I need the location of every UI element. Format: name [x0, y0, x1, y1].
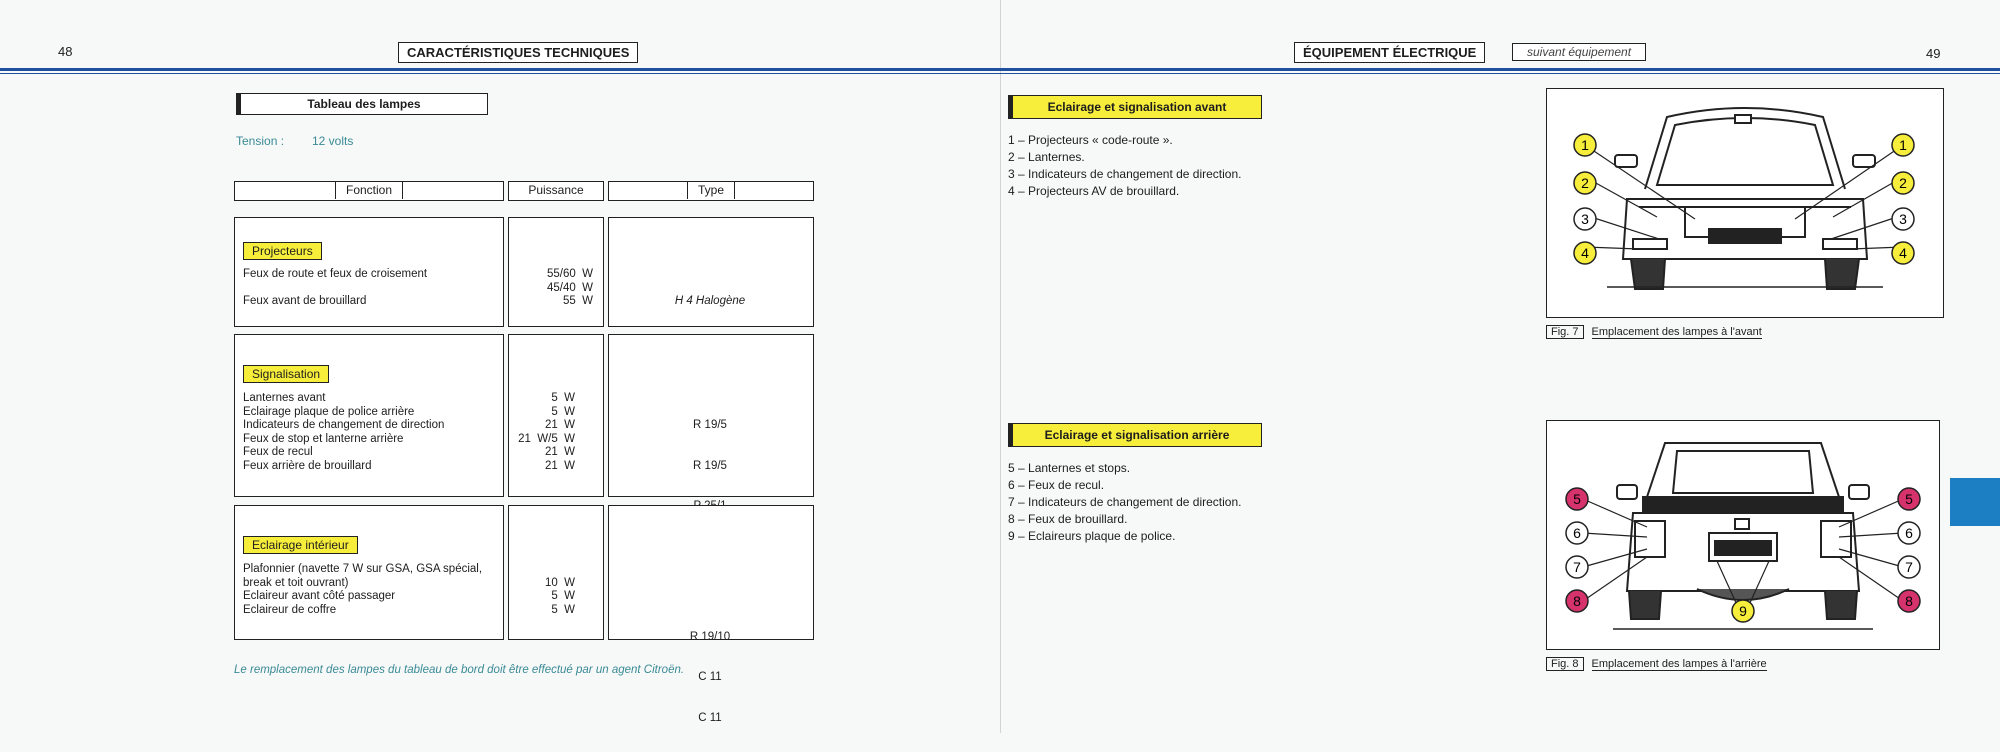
- type-entry: R 19/5: [693, 419, 727, 431]
- group-label-signalisation: Signalisation: [243, 365, 329, 383]
- type-entry: [609, 590, 811, 604]
- type-entry: R 19/10: [689, 630, 731, 643]
- callout-8-right: [1898, 590, 1920, 612]
- list-item: 7 – Indicateurs de changement de direction.: [1008, 495, 1242, 509]
- list-item: 3 – Indicateurs de changement de direction.: [1008, 167, 1242, 181]
- list-item: 8 – Feux de brouillard.: [1008, 512, 1128, 526]
- group-signalisation-fonction: [234, 334, 504, 497]
- callout-4-right: [1892, 242, 1914, 264]
- type-entry: R 19/5: [693, 459, 727, 472]
- svg-text:2: 2: [1581, 175, 1589, 191]
- callout-7-right: [1898, 556, 1920, 578]
- callout-3-left: [1574, 208, 1596, 230]
- list-item: 6 – Feux de recul.: [1008, 478, 1105, 492]
- figure-7-tag: Fig. 7: [1546, 325, 1584, 339]
- header-rule-thin: [0, 73, 2000, 74]
- group-projecteurs-puissance: [508, 217, 604, 327]
- callout-1-right: [1892, 134, 1914, 156]
- group-projecteurs-fonction: [234, 217, 504, 327]
- type-entry: H 4 Halogène: [674, 295, 746, 307]
- rear-lighting-title: Eclairage et signalisation arrière: [1008, 423, 1262, 447]
- section-title-lamps: Tableau des lampes: [236, 93, 488, 115]
- svg-text:3: 3: [1581, 211, 1589, 227]
- group-projecteurs-type: [608, 217, 814, 327]
- type-entry: C 11: [698, 671, 722, 683]
- svg-text:5: 5: [1573, 491, 1581, 507]
- callout-3-right: [1892, 208, 1914, 230]
- column-header-puissance: Puissance: [508, 181, 604, 201]
- front-lighting-list: [1008, 132, 1241, 200]
- list-item: 2 – Lanternes.: [1008, 150, 1085, 164]
- footnote: Le remplacement des lampes du tableau de bord doit être effectué par un agent Citroën.: [234, 664, 685, 676]
- callout-6-left: [1566, 522, 1588, 544]
- group-eclairage-puissance: [508, 505, 604, 640]
- svg-text:1: 1: [1899, 137, 1907, 153]
- group-label-projecteurs: Projecteurs: [243, 242, 322, 260]
- svg-text:7: 7: [1573, 559, 1581, 575]
- svg-text:7: 7: [1905, 559, 1913, 575]
- header-rule: [0, 68, 2000, 71]
- right-header-sub: suivant équipement: [1512, 43, 1646, 61]
- callout-5-right: [1898, 488, 1920, 510]
- svg-text:6: 6: [1573, 525, 1581, 541]
- callout-4-left: [1574, 242, 1596, 264]
- list-item: 1 – Projecteurs « code-route ».: [1008, 133, 1173, 147]
- callout-7-left: [1566, 556, 1588, 578]
- svg-text:2: 2: [1899, 175, 1907, 191]
- group-label-eclairage: Eclairage intérieur: [243, 536, 358, 554]
- rear-lighting-list: [1008, 460, 1241, 545]
- tension-label: Tension :: [236, 134, 285, 148]
- group-eclairage-lines: Plafonnier (navette 7 W sur GSA, GSA spécial, break et toit ouvrant) Eclaireur avant côté passager Eclaireur de coffre: [243, 563, 483, 616]
- svg-text:9: 9: [1739, 603, 1747, 619]
- group-signalisation-puissance: [508, 334, 604, 497]
- svg-text:3: 3: [1899, 211, 1907, 227]
- list-item: 9 – Eclaireurs plaque de police.: [1008, 529, 1176, 543]
- front-car-drawing: [1547, 89, 1943, 317]
- group-eclairage-power: 10 W 5 W 5 W: [544, 576, 575, 616]
- tension-value: 12 volts: [312, 134, 354, 148]
- callout-1-left: [1574, 134, 1596, 156]
- group-signalisation-lines: Lanternes avant Eclairage plaque de police arrière Indicateurs de changement de direction Feux de stop et lanterne arrière Feux de recul Feux arrière de brouillard: [243, 392, 445, 472]
- callout-8-left: [1566, 590, 1588, 612]
- rear-car-drawing: [1547, 421, 1939, 649]
- figure-front-lamps: [1546, 88, 1944, 318]
- figure-8-tag: Fig. 8: [1546, 657, 1584, 671]
- callout-5-left: [1566, 488, 1588, 510]
- column-header-fonction: Fonction: [234, 181, 504, 201]
- svg-text:8: 8: [1905, 593, 1913, 609]
- svg-text:8: 8: [1573, 593, 1581, 609]
- group-projecteurs-lines: Feux de route et feux de croisement Feux avant de brouillard: [243, 268, 428, 307]
- svg-text:4: 4: [1899, 245, 1907, 261]
- group-eclairage-fonction: [234, 505, 504, 640]
- svg-text:4: 4: [1581, 245, 1589, 261]
- figure-7-text: Emplacement des lampes à l'avant: [1591, 326, 1762, 338]
- type-entry: C 11: [698, 711, 722, 724]
- svg-text:6: 6: [1905, 525, 1913, 541]
- figure-8-caption: [1546, 658, 1767, 670]
- column-header-type: Type: [608, 181, 814, 201]
- figure-8-text: Emplacement des lampes à l'arrière: [1591, 658, 1767, 670]
- svg-text:5: 5: [1905, 491, 1913, 507]
- left-header: CARACTÉRISTIQUES TECHNIQUES: [398, 42, 638, 63]
- callout-2-left: [1574, 172, 1596, 194]
- callout-9: [1732, 600, 1754, 622]
- group-signalisation-type: [608, 334, 814, 497]
- callout-2-right: [1892, 172, 1914, 194]
- page-number-right: 49: [1926, 46, 1941, 61]
- section-tab-marker: [1950, 478, 2000, 526]
- front-lighting-title: Eclairage et signalisation avant: [1008, 95, 1262, 119]
- group-signalisation-power: 5 W 5 W 21 W 21 W/5 W 21 W 21 W: [518, 392, 575, 472]
- callout-6-right: [1898, 522, 1920, 544]
- page-number-left: 48: [58, 44, 73, 59]
- svg-text:1: 1: [1581, 137, 1589, 153]
- group-eclairage-types: [609, 563, 811, 752]
- group-projecteurs-power: 55/60 W 45/40 W 55 W: [546, 268, 593, 307]
- page-gutter: [1000, 0, 1001, 733]
- right-header: ÉQUIPEMENT ÉLECTRIQUE: [1294, 42, 1485, 63]
- list-item: 5 – Lanternes et stops.: [1008, 461, 1131, 475]
- figure-rear-lamps: [1546, 420, 1940, 650]
- figure-7-caption: [1546, 326, 1762, 338]
- group-eclairage-type: [608, 505, 814, 724]
- list-item: 4 – Projecteurs AV de brouillard.: [1008, 184, 1180, 198]
